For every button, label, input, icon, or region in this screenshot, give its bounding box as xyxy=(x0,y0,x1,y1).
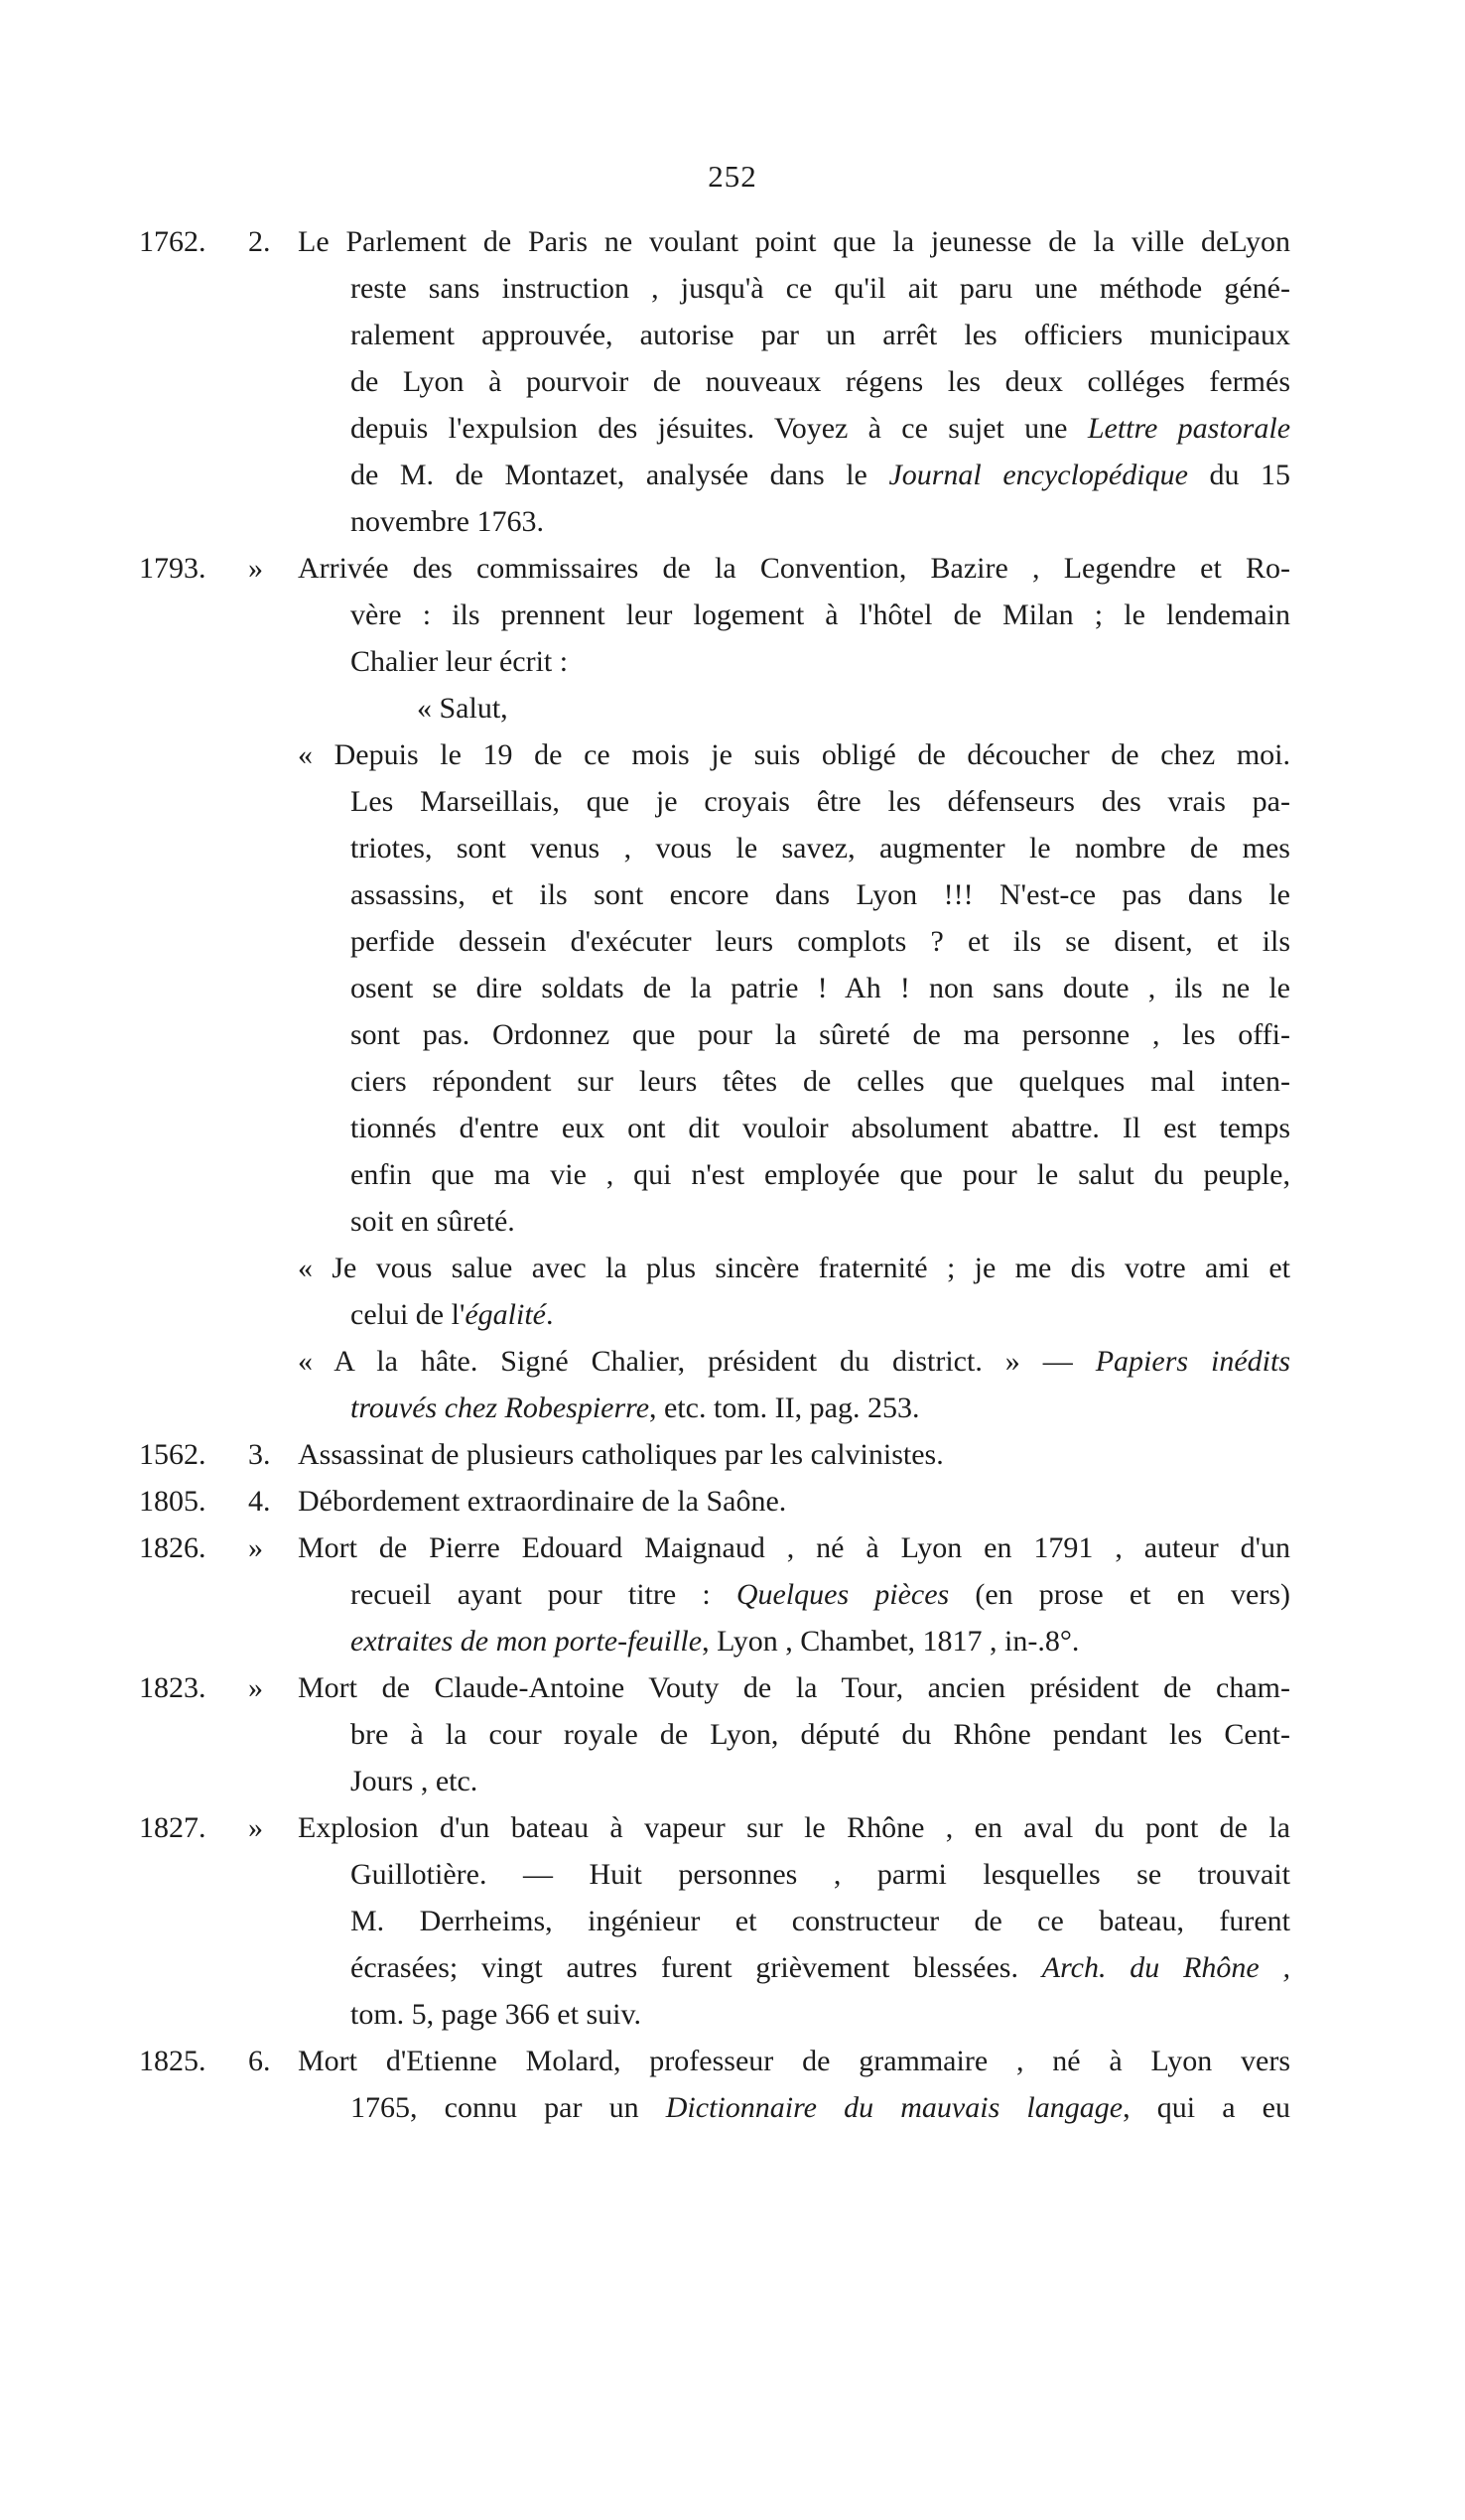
text-line: Chalier leur écrit : xyxy=(350,645,569,678)
text-line: tom. 5, page 366 et suiv. xyxy=(350,1998,642,2031)
text-line: écrasées; vingt autres furent grièvement blessées. Arch. du Rhône , xyxy=(350,1951,1291,1984)
text-line: reste sans instruction , jusqu'à ce qu'il ait paru une méthode géné- xyxy=(350,272,1290,305)
entry-year: 1825. xyxy=(139,2045,206,2077)
text-line: ralement approuvée, autorise par un arrêt les officiers municipaux xyxy=(350,319,1290,351)
letter-line: perfide dessein d'exécuter leurs complots ? et ils se disent, et ils xyxy=(350,925,1290,958)
entry-day: 4. xyxy=(248,1485,271,1518)
entry-day: » xyxy=(248,1671,263,1704)
text-line: Mort de Pierre Edouard Maignaud , né à Lyon en 1791 , auteur d'un xyxy=(298,1531,1290,1564)
entry-1562 xyxy=(0,1431,1465,1478)
text-line: 1765, connu par un Dictionnaire du mauvais langage, qui a eu xyxy=(350,2091,1290,2124)
letter-line: celui de l'égalité. xyxy=(350,1298,554,1331)
text-line: de Lyon à pourvoir de nouveaux régens les deux colléges fermés xyxy=(350,365,1290,398)
text-line: novembre 1763. xyxy=(350,505,544,538)
letter-line: assassins, et ils sont encore dans Lyon !!! N'est-ce pas dans le xyxy=(350,878,1290,911)
text-line: recueil ayant pour titre : Quelques pièces (en prose et en vers) xyxy=(350,1578,1291,1611)
text-line: vère : ils prennent leur logement à l'hôtel de Milan ; le lendemain xyxy=(350,598,1290,631)
text-line: Guillotière. — Huit personnes , parmi lesquelles se trouvait xyxy=(350,1858,1290,1891)
text-line: Débordement extraordinaire de la Saône. xyxy=(298,1485,787,1518)
letter-line: « Je vous salue avec la plus sincère fraternité ; je me dis votre ami et xyxy=(298,1252,1290,1284)
entry-year: 1827. xyxy=(139,1811,206,1844)
text-line: Jours , etc. xyxy=(350,1765,478,1797)
text-line: de M. de Montazet, analysée dans le Journal encyclopédique du 15 xyxy=(350,459,1291,491)
letter-line: « A la hâte. Signé Chalier, président du district. » — Papiers inédits xyxy=(298,1345,1290,1378)
letter-salutation: « Salut, xyxy=(417,692,508,725)
text-line: Assassinat de plusieurs catholiques par les calvinistes. xyxy=(298,1438,944,1471)
text-line: Mort de Claude-Antoine Vouty de la Tour, ancien président de cham- xyxy=(298,1671,1290,1704)
entry-day: 3. xyxy=(248,1438,271,1471)
entry-1805 xyxy=(0,1478,1465,1525)
entry-year: 1826. xyxy=(139,1531,206,1564)
entry-1793 xyxy=(0,545,1465,1431)
letter-line: soit en sûreté. xyxy=(350,1205,515,1238)
text-line: Arrivée des commissaires de la Convention, Bazire , Legendre et Ro- xyxy=(298,552,1290,585)
text-line: bre à la cour royale de Lyon, député du Rhône pendant les Cent- xyxy=(350,1718,1290,1751)
page-number: 252 xyxy=(708,159,757,194)
letter-line: Les Marseillais, que je croyais être les défenseurs des vrais pa- xyxy=(350,785,1290,818)
entry-day: » xyxy=(248,552,263,585)
text-line: M. Derrheims, ingénieur et constructeur de ce bateau, furent xyxy=(350,1905,1290,1937)
entry-1825 xyxy=(0,2038,1465,2131)
text-line: depuis l'expulsion des jésuites. Voyez à ce sujet une Lettre pastorale xyxy=(350,412,1291,445)
entry-day: 6. xyxy=(248,2045,271,2077)
text-line: extraites de mon porte-feuille, Lyon , Chambet, 1817 , in-.8°. xyxy=(350,1625,1080,1658)
entry-year: 1805. xyxy=(139,1485,206,1518)
entry-1827 xyxy=(0,1804,1465,2038)
entry-year: 1823. xyxy=(139,1671,206,1704)
letter-line: « Depuis le 19 de ce mois je suis obligé de découcher de chez moi. xyxy=(298,738,1290,771)
letter-line: triotes, sont venus , vous le savez, augmenter le nombre de mes xyxy=(350,832,1290,864)
entry-year: 1562. xyxy=(139,1438,206,1471)
letter-line: sont pas. Ordonnez que pour la sûreté de ma personne , les offi- xyxy=(350,1018,1290,1051)
letter-line: ciers répondent sur leurs têtes de celles que quelques mal inten- xyxy=(350,1065,1290,1098)
letter-line: enfin que ma vie , qui n'est employée que pour le salut du peuple, xyxy=(350,1158,1290,1191)
text-line: Mort d'Etienne Molard, professeur de grammaire , né à Lyon vers xyxy=(298,2045,1290,2077)
letter-line: osent se dire soldats de la patrie ! Ah ! non sans doute , ils ne le xyxy=(350,972,1290,1004)
text-line: Explosion d'un bateau à vapeur sur le Rhône , en aval du pont de la xyxy=(298,1811,1290,1844)
entry-1762 xyxy=(0,218,1465,545)
text-line: Le Parlement de Paris ne voulant point que la jeunesse de la ville deLyon xyxy=(298,225,1290,258)
entry-1826 xyxy=(0,1525,1465,1664)
entry-year: 1762. xyxy=(139,225,206,258)
entry-year: 1793. xyxy=(139,552,206,585)
entries-list xyxy=(0,218,1465,2131)
entry-day: » xyxy=(248,1811,263,1844)
entry-1823 xyxy=(0,1664,1465,1804)
entry-day: 2. xyxy=(248,225,271,258)
letter-line: trouvés chez Robespierre, etc. tom. II, pag. 253. xyxy=(350,1392,920,1424)
entry-day: » xyxy=(248,1531,263,1564)
letter-line: tionnés d'entre eux ont dit vouloir absolument abattre. Il est temps xyxy=(350,1112,1290,1144)
